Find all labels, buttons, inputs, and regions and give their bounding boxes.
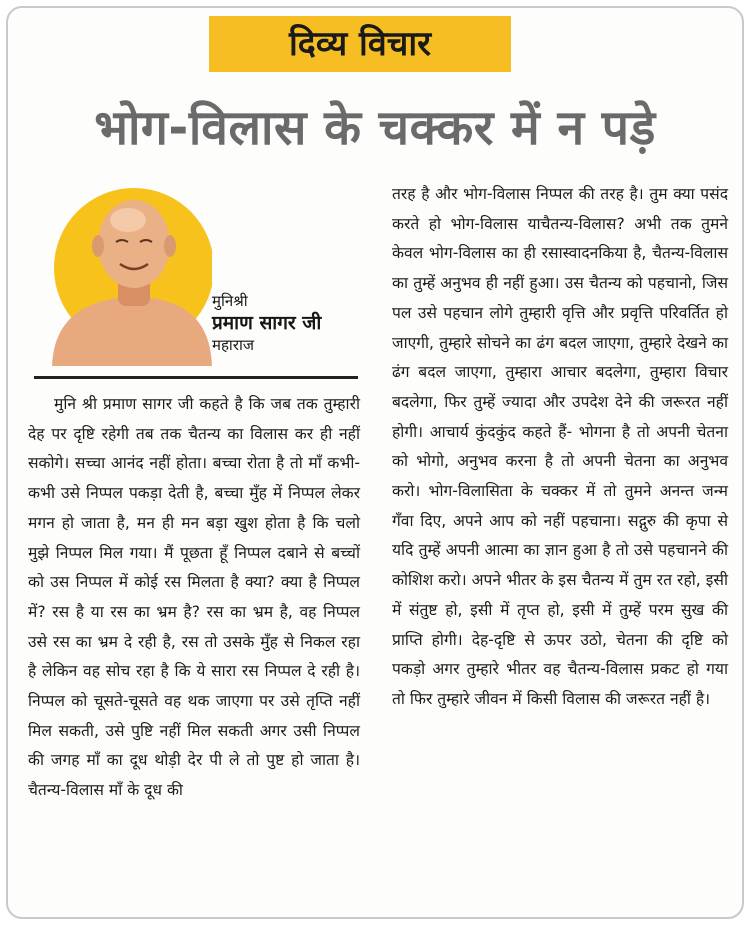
- author-photo: [52, 180, 212, 366]
- article-column-left: मुनि श्री प्रमाण सागर जी कहते है कि जब तक तुम्हारी देह पर दृष्टि रहेगी तब तक चैतन्य का विलास कर ही नहीं सकोगे। सच्चा आनंद नहीं होता। बच्चा रोता है तो माँ कभी-कभी उसे निप्पल पकड़ा देती है, बच्चा मुँह में निप्पल लेकर मगन हो जाता है, मन ही मन बड़ा खुश होता है कि चलो मुझे निप्पल मिल गया। मैं पूछता हूँ निप्पल दबाने से बच्चों को उस निप्पल में कोई रस मिलता है क्या? क्या है निप्पल में? रस है या रस का भ्रम है? रस का भ्रम है, वह निप्पल उसे रस का भ्रम दे रही है, रस तो उसके मुँह से निकल रहा है लेकिन वह सोच रहा है कि ये सारा रस निप्पल दे रही है। निप्पल को चूसते-चूसते वह थक जाएगा पर उसे तृप्ति नहीं मिल सकती, उसे पुष्टि नहीं मिल सकती अगर उसी निप्पल की जगह माँ का दूध थोड़ी देर पी ले तो पुष्ट हो जाता है। चैतन्य-विलास माँ के दूध की: [28, 395, 360, 800]
- column-divider-rule: [34, 376, 358, 379]
- author-name: प्रमाण सागर जी: [212, 312, 322, 334]
- photo-ear-left: [92, 235, 104, 257]
- section-tag: दिव्य विचार: [209, 16, 511, 72]
- author-prefix: मुनिश्री: [212, 292, 248, 310]
- author-suffix: महाराज: [212, 336, 254, 354]
- article-headline: भोग-विलास के चक्कर में न पड़े: [94, 100, 656, 156]
- author-credit: [212, 290, 362, 356]
- photo-head-highlight: [110, 208, 146, 232]
- photo-ear-right: [164, 235, 176, 257]
- article-column-right: तरह है और भोग-विलास निप्पल की तरह है। तुम क्या पसंद करते हो भोग-विलास याचैतन्य-विलास? अभी तक तुमने केवल भोग-विलास का ही रसास्वादनकिया है, चैतन्य-विलास का तुम्हें अनुभव ही नहीं हुआ। उस चैतन्य को पहचानो, जिस पल उसे पहचान लोगे तुम्हारी वृत्ति और प्रवृत्ति परिवर्तित हो जाएगी, तुम्हारे सोचने का ढंग बदल जाएगा, तुम्हारे देखने का ढंग बदल जाएगा, तुम्हारा आचार बदलेगा, तुम्हारा विचार बदलेगा, फिर तुम्हें ज्यादा और उपदेश देने की जरूरत नहीं होगी। आचार्य कुंदकुंद कहते हैं- भोगना है तो अपनी चेतना को भोगो, अनुभव करना है तो अपनी चेतना का अनुभव करो। भोग-विलासिता के चक्कर में तो तुमने अनन्त जन्म गँवा दिए, अपने आप को नहीं पहचाना। सद्गुरु की कृपा से यदि तुम्हें अपनी आत्मा का ज्ञान हुआ है तो उसे पहचानने की कोशिश करो। अपने भीतर के इस चैतन्य में तुम रत रहो, इसी में संतुष्ट हो, इसी में तृप्त हो, इसी में तुम्हें परम सुख की प्राप्ति होगी। देह-दृष्टि से ऊपर उठो, चेतना की दृष्टि को पकड़ो अगर तुम्हारे भीतर वह चैतन्य-विलास प्रकट हो गया तो फिर तुम्हारे जीवन में किसी विलास की जरूरत नहीं है।: [392, 185, 728, 708]
